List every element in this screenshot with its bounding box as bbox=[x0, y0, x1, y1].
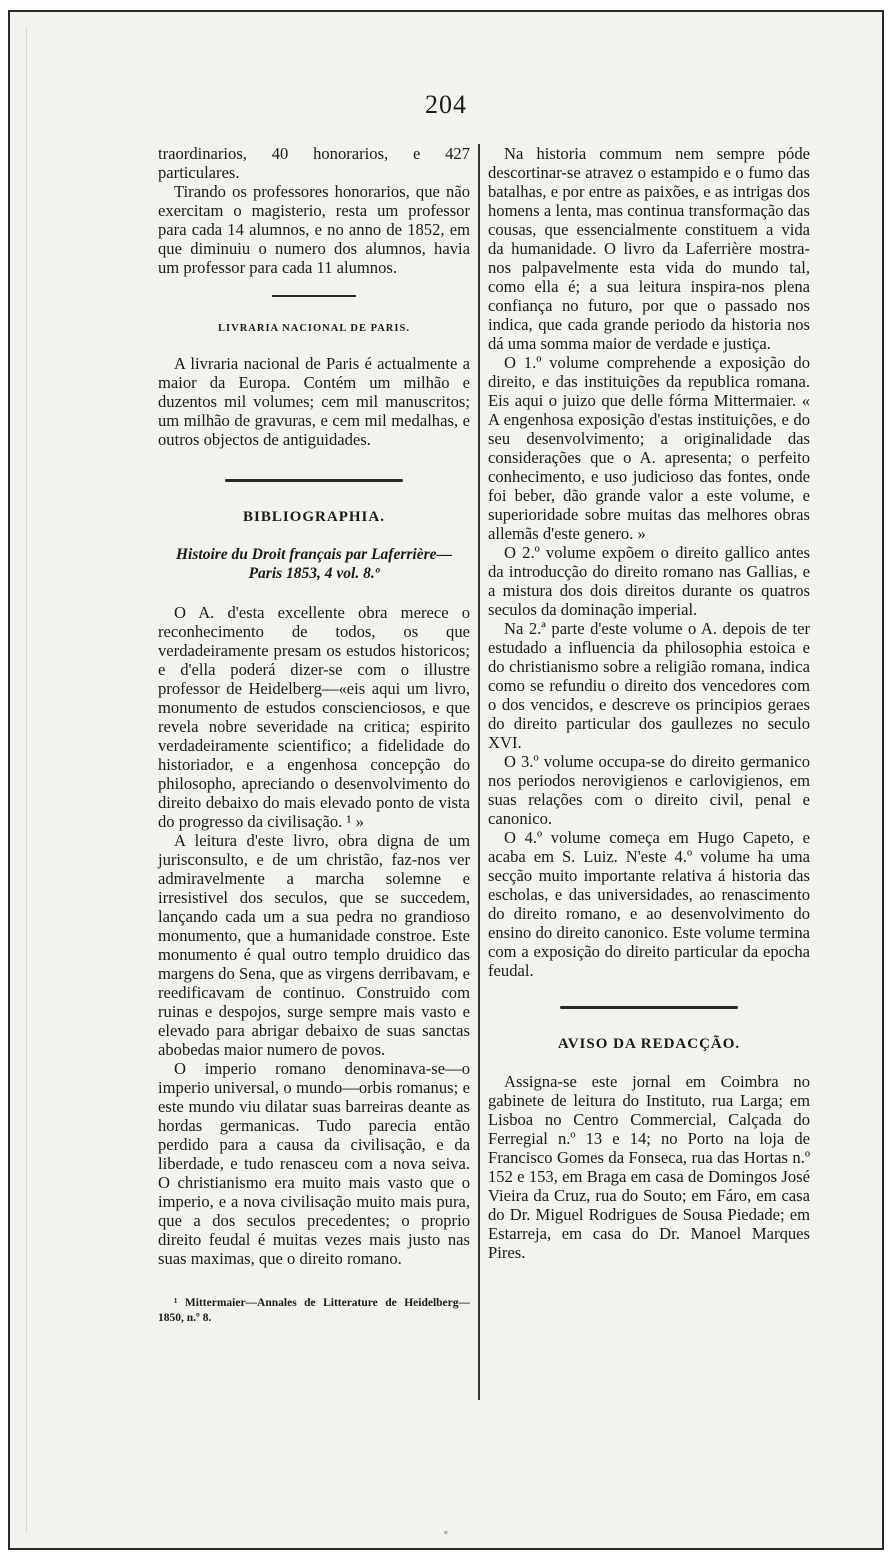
section-divider bbox=[560, 1006, 738, 1009]
library-heading: LIVRARIA NACIONAL DE PARIS. bbox=[218, 323, 410, 334]
paragraph: O 4.º volume começa em Hugo Capeto, e acaba em S. Luiz. N'este 4.º volume ha uma secção muito importante relativa á historia das escholas, e das universidades, ao renascimento do direito romano, e ao desenvolvimento do ensino do direito canonico. Este volume termina com a exposição do direito particular da epocha feudal. bbox=[488, 828, 810, 980]
footnote: ¹ Mittermaier—Annales de Litterature de Heidelberg—1850, n.º 8. bbox=[158, 1297, 470, 1324]
paragraph: traordinarios, 40 honorarios, e 427 particulares. bbox=[158, 144, 470, 182]
paragraph: O 2.º volume expõem o direito gallico antes da introducção do direito romano nas Gallias, e a mistura dos dois direitos durante os quatros seculos da dominação imperial. bbox=[488, 543, 810, 619]
notice-heading: AVISO DA REDACÇÃO. bbox=[557, 1036, 741, 1052]
paragraph: A livraria nacional de Paris é actualmente a maior da Europa. Contém um milhão e duzentos mil volumes; cem mil manuscritos; um milhão de gravuras, e cem mil medalhas, e outros objectos de antiguidades. bbox=[158, 354, 470, 449]
paragraph: Tirando os professores honorarios, que não exercitam o magisterio, resta um professor para cada 14 alumnos, e no anno de 1852, em que diminuiu o numero dos alumnos, havia um professor para cada 11 alumnos. bbox=[158, 182, 470, 277]
book-reference: Histoire du Droit français par Laferrière— Paris 1853, 4 vol. 8.º bbox=[176, 546, 452, 582]
printed-page bbox=[8, 10, 884, 1550]
paragraph: O 3.º volume occupa-se do direito germanico nos periodos nerovigienos e carlovigienos, em suas relações com o direito civil, penal e canonico. bbox=[488, 752, 810, 828]
paragraph: A leitura d'este livro, obra digna de um jurisconsulto, e de um christão, faz-nos ver admiravelmente a marcha solemne e irresistivel dos seculos, que se succedem, lançando cada um a sua pedra no grandioso monumento, que a humanidade constroe. Este monumento é qual outro templo druidico das margens do Sena, que as virgens derribavam, e reedificavam de continuo. Construido com ruinas e despojos, surge sempre mais vasto e elevado para abrigar debaixo de suas sanctas abobedas maior numero de povos. bbox=[158, 831, 470, 1059]
paragraph: Na 2.ª parte d'este volume o A. depois de ter estudado a influencia da philosophia estoica e do christianismo sobre a religião romana, indica como se refundiu o direito dos vencedores com o dos vencidos, e descreve os principios geraes do direito particular dos gaullezes no seculo XVI. bbox=[488, 619, 810, 752]
column-divider bbox=[478, 144, 480, 1400]
page-number: 204 bbox=[425, 90, 467, 119]
paragraph: O imperio romano denominava-se—o imperio universal, o mundo—orbis romanus; e este mundo viu dilatar suas barreiras deante as hordas germanicas. Tudo parecia então perdido para a causa da civilisação, e da liberdade, e tudo renasceu com a nova seiva. O christianismo era muito mais vasto que o imperio, e a nova civilisação muito mais pura, que a dos seculos precedentes; o proprio direito feudal é muitas vezes mais justo nas suas maximas, que o direito romano. bbox=[158, 1059, 470, 1268]
paragraph: Na historia commum nem sempre póde descortinar-se atravez o estampido e o fumo das batalhas, e por entre as paixões, e as intrigas dos homens a lenta, mas continua transformação das cousas, que essencialmente constituem a vida da humanidade. O livro da Laferrière mostra-nos palpavelmente esta vida do mundo tal, como ella é; a sua leitura inspira-nos plena confiança no futuro, por que o passado nos indica, que cada grande periodo da historia nos dá uma somma maior de verdade e justiça. bbox=[488, 144, 810, 353]
printer-mark: « bbox=[443, 1528, 449, 1537]
right-column bbox=[488, 144, 810, 1262]
section-divider bbox=[272, 295, 356, 297]
bibliography-heading: BIBLIOGRAPHIA. bbox=[243, 509, 385, 525]
paragraph: O A. d'esta excellente obra merece o reconhecimento de todos, os que verdadeiramente presam os estudos historicos; e d'ella poderá dizer-se com o illustre professor de Heidelberg—«eis aqui um livro, monumento de estudos conscienciosos, e que revela nobre severidade na critica; espirito verdadeiramente scientifico; a fidelidade do historiador, e a engenhosa concepção do philosopho, apreciando o desenvolvimento do direito debaixo do mais elevado ponto de vista do progresso da civilisação. ¹ » bbox=[158, 603, 470, 831]
section-divider bbox=[225, 479, 403, 482]
paragraph: O 1.º volume comprehende a exposição do direito, e das instituições da republica romana. Eis aqui o juizo que delle fórma Mittermaier. « A engenhosa exposição d'estas instituições, e do seu desenvolvimento; a originalidade das considerações que o A. apresenta; o perfeito conhecimento, e uso judicioso das fontes, onde foi beber, dão grande valor a este volume, e superioridade sobre muitas das melhores obras allemãs d'este genero. » bbox=[488, 353, 810, 543]
left-column bbox=[158, 144, 470, 1326]
paragraph: Assigna-se este jornal em Coimbra no gabinete de leitura do Instituto, rua Larga; em Lisboa no Centro Commercial, Calçada do Ferregial n.º 13 e 14; no Porto na loja de Francisco Gomes da Fonseca, rua das Hortas n.º 152 e 153, em Braga em casa de Domingos José Vieira da Cruz, rua do Souto; em Fáro, em casa do Dr. Miguel Rodrigues de Sousa Piedade; em Estarreja, em casa do Dr. Manoel Marques Pires. bbox=[488, 1072, 810, 1262]
